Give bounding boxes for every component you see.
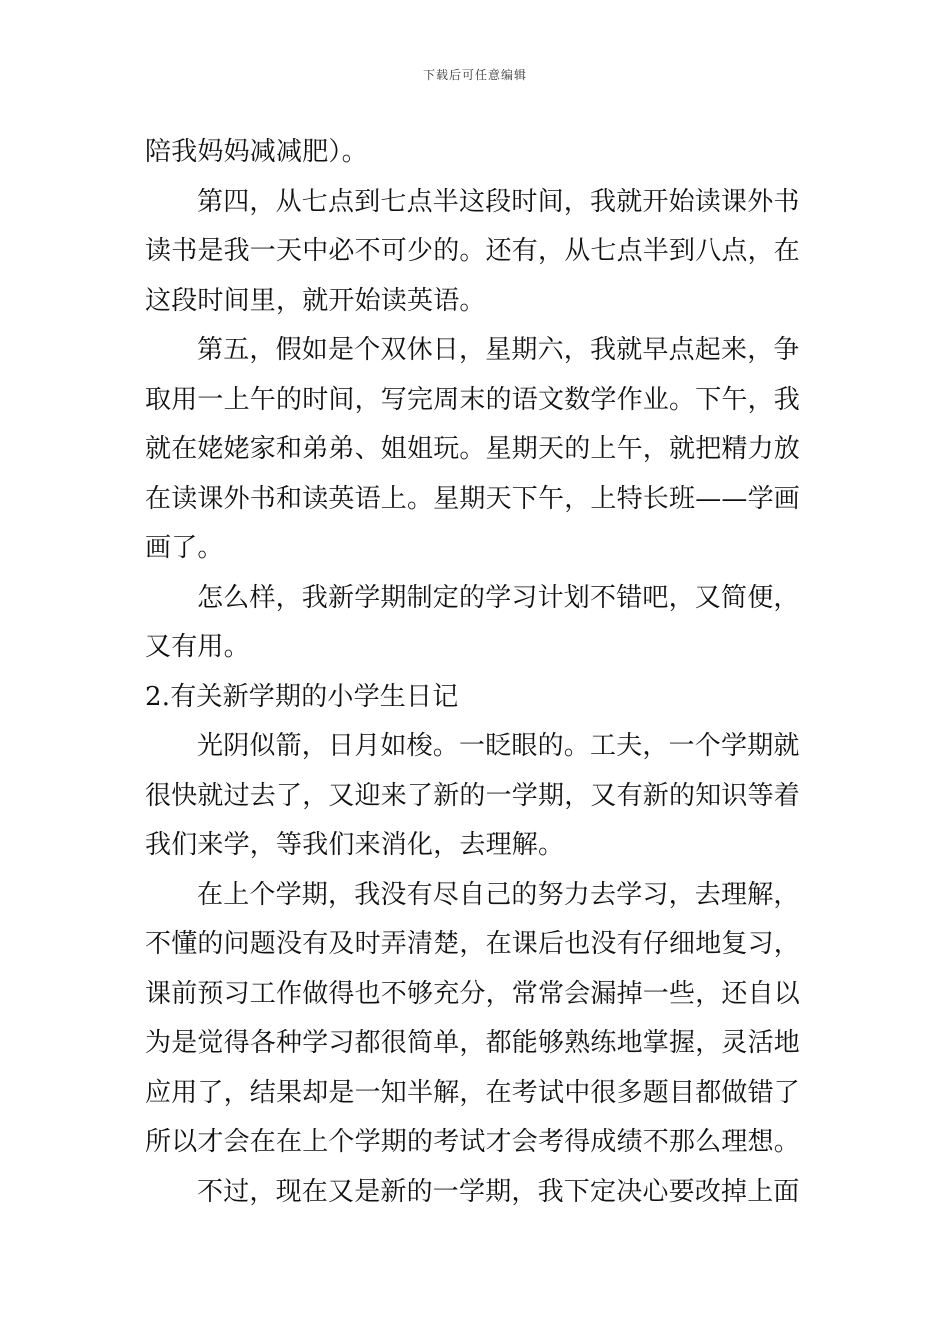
paragraph-1: 陪我妈妈减减肥）。 — [145, 137, 368, 167]
page-header-note: 下载后可任意编辑 — [422, 68, 527, 82]
paragraph-3: 第五，假如是个双休日，星期六，我就早点起来，争取用一上午的时间，写完周末的语文数学作业。下午，我就在姥姥家和弟弟、姐姐玩。星期天的上午，就把精力放在读课外书和读英语上。星期天下午，上特长班——学画画了。 — [145, 335, 801, 563]
paragraph-5: 光阴似箭，日月如梭。一眨眼的。工夫，一个学期就很快就过去了，又迎来了新的一学期，又有新的知识等着我们来学，等我们来消化，去理解。 — [145, 731, 801, 860]
paragraph-7: 不过，现在又是新的一学期，我下定决心要改掉上面 — [197, 1176, 800, 1207]
paragraph-2: 第四，从七点到七点半这段时间，我就开始读课外书读书是我一天中必不可少的。还有，从七点半到八点，在这段时间里，就开始读英语。 — [145, 186, 801, 316]
section-heading: 2.有关新学期的小学生日记 — [145, 681, 459, 712]
document-body — [145, 128, 810, 1217]
paragraph-4: 怎么样，我新学期制定的学习计划不错吧，又简便，又有用。 — [145, 582, 800, 662]
paragraph-6: 在上个学期，我没有尽自己的努力去学习，去理解，不懂的问题没有及时弄清楚，在课后也没有仔细地复习，课前预习工作做得也不够充分，常常会漏掉一些，还自以为是觉得各种学习都很简单，都能够熟练地掌握，灵活地应用了，结果却是一知半解，在考试中很多题目都做错了所以才会在在上个学期的考试才会考得成绩不那么理想。 — [145, 879, 801, 1157]
